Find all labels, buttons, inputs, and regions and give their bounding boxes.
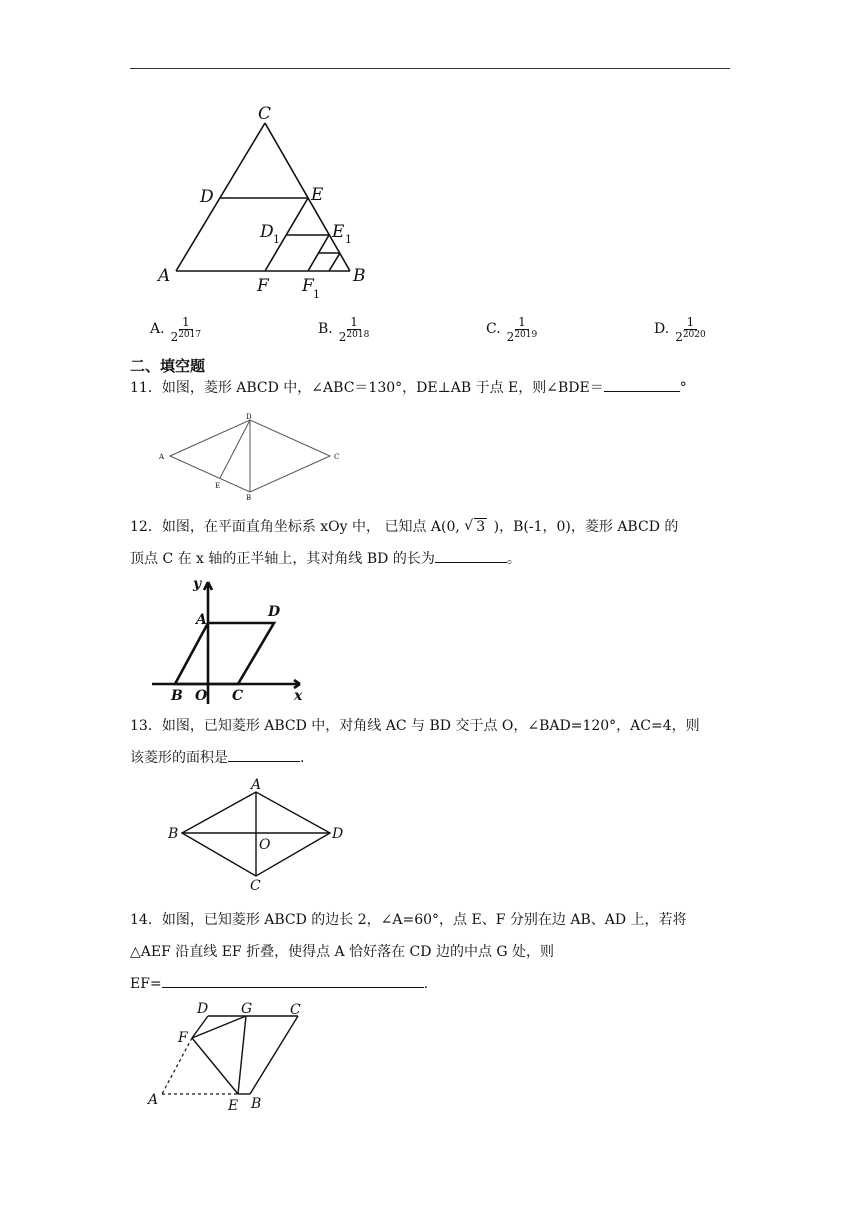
option-fraction: $\frac{1}{2^{2018}}$ bbox=[338, 314, 370, 344]
label-D: D bbox=[268, 604, 281, 620]
label-B: B bbox=[246, 494, 252, 502]
label-B: B bbox=[168, 826, 179, 842]
label-A: A bbox=[159, 453, 165, 461]
label-D1: D bbox=[260, 222, 274, 242]
label-x: x bbox=[294, 688, 303, 704]
label-D: D bbox=[197, 1001, 209, 1017]
label-F: F bbox=[178, 1030, 188, 1046]
answer-blank-12[interactable] bbox=[435, 547, 507, 563]
option-fraction: $\frac{1}{2^{2020}}$ bbox=[675, 314, 706, 344]
label-O: O bbox=[259, 837, 271, 853]
question-12 bbox=[130, 511, 730, 575]
label-D: D bbox=[332, 826, 344, 842]
option-d[interactable] bbox=[654, 312, 706, 346]
label-D: D bbox=[200, 187, 214, 207]
label-F1-sub: 1 bbox=[313, 288, 320, 301]
label-A: A bbox=[148, 1092, 159, 1108]
label-A: A bbox=[196, 612, 207, 628]
option-a[interactable] bbox=[150, 312, 201, 346]
question-11 bbox=[130, 372, 730, 404]
answer-blank-14[interactable] bbox=[162, 972, 424, 988]
q14-line3-prefix: EF= bbox=[130, 976, 162, 992]
label-C: C bbox=[334, 453, 340, 461]
q13-tail: . bbox=[300, 750, 305, 766]
question-14 bbox=[130, 904, 730, 1000]
option-fraction: $\frac{1}{2^{2017}}$ bbox=[170, 314, 202, 344]
figure-q11-rhombus bbox=[150, 410, 350, 502]
figure-q14-rhombus-fold bbox=[140, 998, 320, 1116]
q14-line1: 14．如图，已知菱形 ABCD 的边长 2，∠A=60°，点 E、F 分别在边 AB、AD 上，若将 bbox=[130, 912, 687, 928]
label-D: D bbox=[246, 413, 252, 421]
option-b[interactable] bbox=[318, 312, 369, 346]
q12-text-a: 12．如图，在平面直角坐标系 xOy 中， 已知点 A(0, bbox=[130, 519, 460, 535]
figure-q10-triangle bbox=[150, 95, 380, 305]
label-E1-sub: 1 bbox=[345, 233, 352, 246]
q11-tail: ° bbox=[679, 380, 687, 396]
option-c[interactable] bbox=[486, 312, 537, 346]
q12-text-b: )，B(-1，0)，菱形 ABCD 的 bbox=[493, 519, 679, 535]
label-F: F bbox=[257, 276, 269, 296]
section-title: 二、填空题 bbox=[130, 357, 206, 375]
q13-line2: 该菱形的面积是 bbox=[130, 750, 228, 766]
label-B: B bbox=[353, 266, 366, 286]
label-A: A bbox=[251, 777, 262, 793]
q12-tail: 。 bbox=[506, 551, 521, 567]
label-C: C bbox=[232, 688, 244, 704]
label-E: E bbox=[215, 482, 221, 490]
label-E: E bbox=[228, 1098, 239, 1114]
sqrt-3: √ 3 bbox=[466, 511, 487, 543]
answer-blank-11[interactable] bbox=[604, 376, 680, 392]
option-letter: A. bbox=[150, 321, 165, 337]
option-letter: C. bbox=[486, 321, 501, 337]
q14-tail: . bbox=[423, 976, 429, 992]
label-F1: F bbox=[302, 276, 314, 296]
label-E: E bbox=[311, 185, 324, 205]
q13-line1: 13．如图，已知菱形 ABCD 中，对角线 AC 与 BD 交于点 O，∠BAD=120°，AC=4，则 bbox=[130, 718, 700, 734]
label-C: C bbox=[250, 878, 261, 894]
label-G: G bbox=[241, 1001, 253, 1017]
label-C: C bbox=[258, 104, 272, 124]
label-C: C bbox=[290, 1002, 301, 1018]
label-E1: E bbox=[332, 222, 345, 242]
q12-line2: 顶点 C 在 x 轴的正半轴上，其对角线 BD 的长为 bbox=[130, 551, 435, 567]
figure-q13-rhombus bbox=[160, 776, 360, 894]
q14-line2: △AEF 沿直线 EF 折叠，使得点 A 恰好落在 CD 边的中点 G 处，则 bbox=[130, 944, 555, 960]
header-rule bbox=[130, 68, 730, 69]
label-A: A bbox=[158, 266, 171, 286]
question-13 bbox=[130, 710, 730, 774]
label-D1-sub: 1 bbox=[273, 233, 280, 246]
label-y: y bbox=[193, 576, 202, 592]
figure-q12-coordinate-rhombus bbox=[150, 576, 320, 708]
option-fraction: $\frac{1}{2^{2019}}$ bbox=[506, 314, 538, 344]
q11-text: 11．如图，菱形 ABCD 中，∠ABC＝130°，DE⊥AB 于点 E，则∠BDE＝ bbox=[130, 380, 604, 396]
answer-blank-13[interactable] bbox=[228, 746, 300, 762]
label-B: B bbox=[251, 1096, 262, 1112]
option-letter: D. bbox=[654, 321, 670, 337]
option-letter: B. bbox=[318, 321, 333, 337]
label-B: B bbox=[171, 688, 183, 704]
label-O: O bbox=[195, 688, 208, 704]
